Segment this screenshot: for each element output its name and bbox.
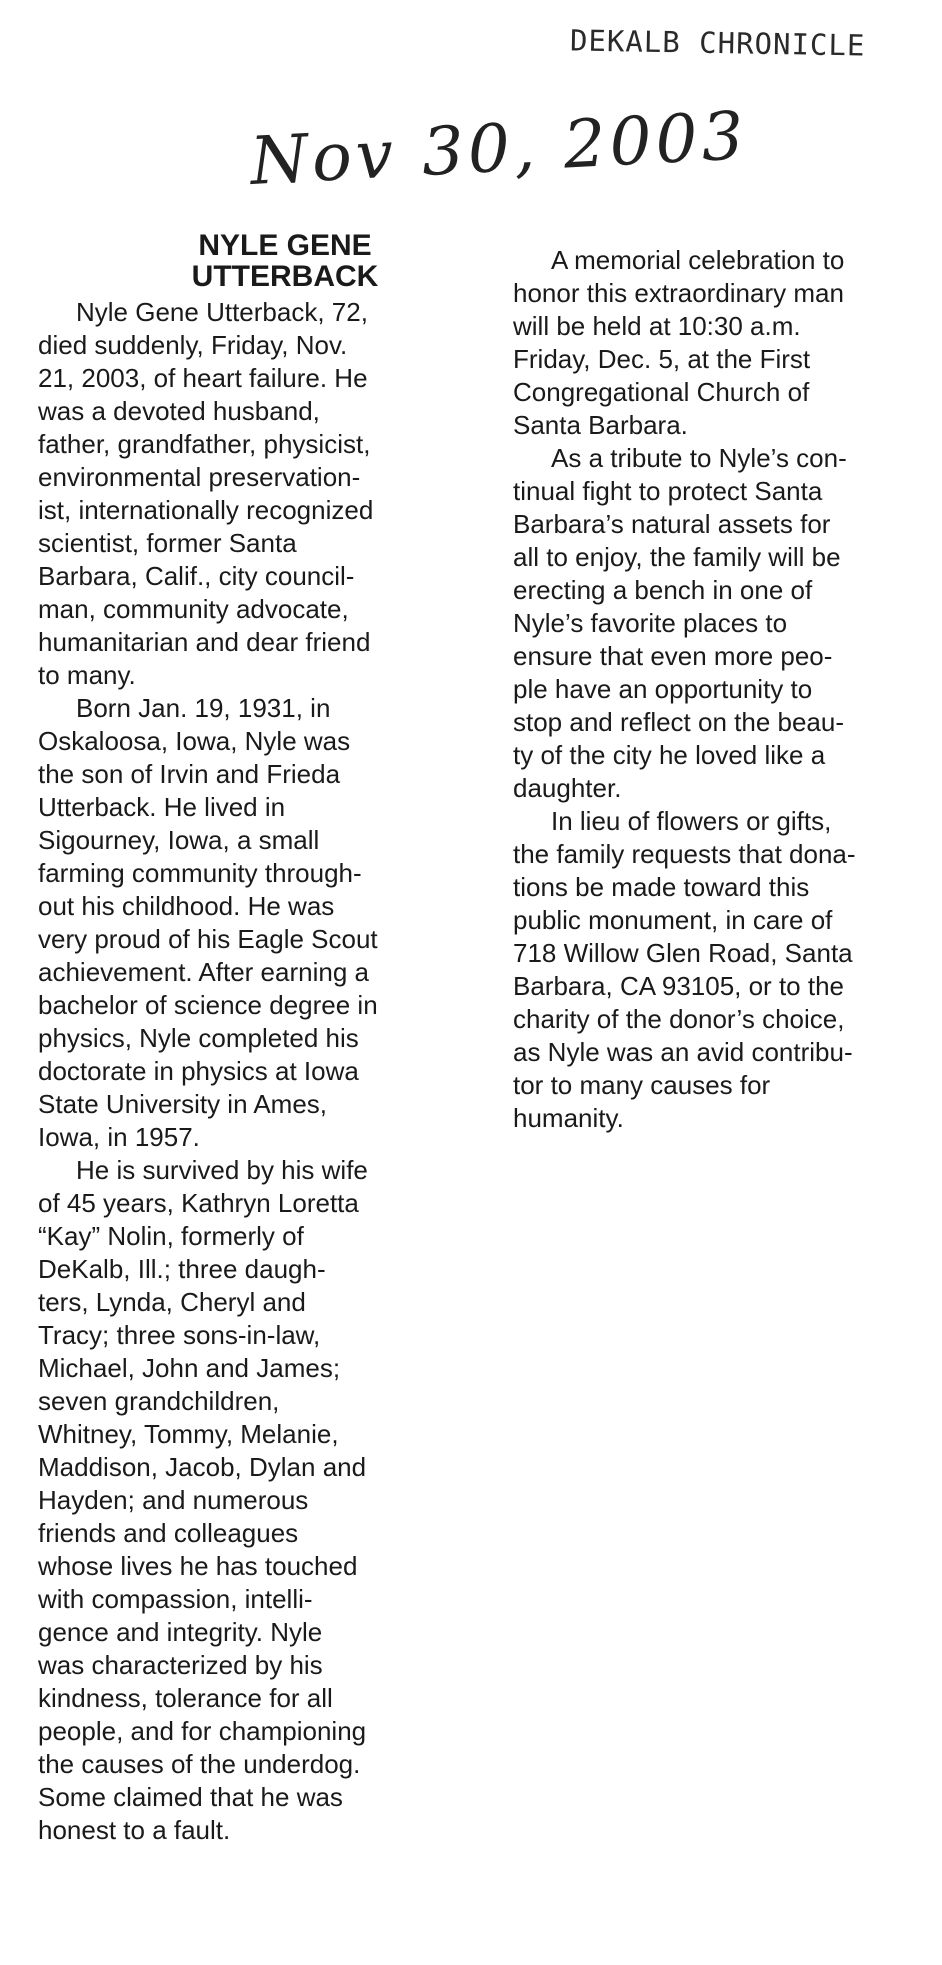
text-line: ple have an opportunity to xyxy=(513,674,813,704)
text-line: kindness, tolerance for all xyxy=(38,1683,333,1713)
text-line: ters, Lynda, Cheryl and xyxy=(38,1287,306,1317)
text-line: was characterized by his xyxy=(38,1650,323,1680)
text-line: bachelor of science degree in xyxy=(38,990,378,1020)
text-line: 718 Willow Glen Road, Santa xyxy=(513,938,853,968)
text-line: 21, 2003, of heart failure. He xyxy=(38,363,368,393)
text-line: “Kay” Nolin, formerly of xyxy=(38,1221,304,1251)
text-line: doctorate in physics at Iowa xyxy=(38,1056,359,1086)
text-line: the causes of the underdog. xyxy=(38,1749,361,1779)
text-line: charity of the donor’s choice, xyxy=(513,1004,845,1034)
text-line: as Nyle was an avid contribu- xyxy=(513,1037,853,1067)
text-line: father, grandfather, physicist, xyxy=(38,429,371,459)
text-line: all to enjoy, the family will be xyxy=(513,542,841,572)
text-line: achievement. After earning a xyxy=(38,957,369,987)
text-line: gence and integrity. Nyle xyxy=(38,1617,323,1647)
source-stamp: DEKALB CHRONICLE xyxy=(569,23,866,63)
text-line: people, and for championing xyxy=(38,1716,367,1746)
text-line: tor to many causes for xyxy=(513,1070,771,1100)
text-line: tinual fight to protect Santa xyxy=(513,476,823,506)
text-line: to many. xyxy=(38,660,136,690)
headline-line: NYLE GENE xyxy=(198,229,372,262)
text-line: ist, internationally recognized xyxy=(38,495,374,525)
text-line: Born Jan. 19, 1931, in xyxy=(76,693,331,723)
text-line: In lieu of flowers or gifts, xyxy=(551,806,832,836)
text-line: Nyle’s favorite places to xyxy=(513,608,788,638)
text-line: Tracy; three sons-in-law, xyxy=(38,1320,321,1350)
text-line: honest to a fault. xyxy=(38,1815,231,1845)
text-line: was a devoted husband, xyxy=(38,396,320,426)
text-line: environmental preservation- xyxy=(38,462,361,492)
text-line: He is survived by his wife xyxy=(76,1155,368,1185)
text-line: of 45 years, Kathryn Loretta xyxy=(38,1188,359,1218)
paragraph xyxy=(513,244,913,442)
text-line: Barbara, Calif., city council- xyxy=(38,561,355,591)
text-line: Some claimed that he was xyxy=(38,1782,343,1812)
paragraph xyxy=(38,1154,458,1847)
text-line: physics, Nyle completed his xyxy=(38,1023,359,1053)
text-line: the family requests that dona- xyxy=(513,839,856,869)
text-line: will be held at 10:30 a.m. xyxy=(513,311,801,341)
text-line: public monument, in care of xyxy=(513,905,833,935)
paragraph xyxy=(513,805,913,1135)
text-line: daughter. xyxy=(513,773,622,803)
text-line: the son of Irvin and Frieda xyxy=(38,759,341,789)
text-line: A memorial celebration to xyxy=(551,245,845,275)
text-line: farming community through- xyxy=(38,858,362,888)
text-line: As a tribute to Nyle’s con- xyxy=(551,443,847,473)
text-line: Utterback. He lived in xyxy=(38,792,286,822)
text-line: died suddenly, Friday, Nov. xyxy=(38,330,348,360)
text-line: man, community advocate, xyxy=(38,594,349,624)
text-line: very proud of his Eagle Scout xyxy=(38,924,378,954)
paragraph xyxy=(38,692,458,1154)
text-line: Sigourney, Iowa, a small xyxy=(38,825,320,855)
text-line: Oskaloosa, Iowa, Nyle was xyxy=(38,726,351,756)
handwritten-date: Nov 30, 2003 xyxy=(248,97,750,200)
text-line: friends and colleagues xyxy=(38,1518,299,1548)
paragraph xyxy=(38,296,458,692)
obituary-headline xyxy=(150,230,420,292)
text-line: Hayden; and numerous xyxy=(38,1485,309,1515)
left-column xyxy=(38,296,458,1847)
text-line: humanitarian and dear friend xyxy=(38,627,371,657)
text-line: out his childhood. He was xyxy=(38,891,335,921)
text-line: ty of the city he loved like a xyxy=(513,740,826,770)
text-line: Whitney, Tommy, Melanie, xyxy=(38,1419,339,1449)
text-line: Barbara, CA 93105, or to the xyxy=(513,971,844,1001)
text-line: humanity. xyxy=(513,1103,624,1133)
text-line: Santa Barbara. xyxy=(513,410,688,440)
text-line: honor this extraordinary man xyxy=(513,278,844,308)
text-line: Nyle Gene Utterback, 72, xyxy=(76,297,368,327)
text-line: State University in Ames, xyxy=(38,1089,327,1119)
text-line: erecting a bench in one of xyxy=(513,575,813,605)
text-line: Barbara’s natural assets for xyxy=(513,509,831,539)
text-line: scientist, former Santa xyxy=(38,528,297,558)
text-line: Maddison, Jacob, Dylan and xyxy=(38,1452,367,1482)
text-line: DeKalb, Ill.; three daugh- xyxy=(38,1254,326,1284)
headline-line: UTTERBACK xyxy=(191,260,379,293)
text-line: ensure that even more peo- xyxy=(513,641,833,671)
text-line: with compassion, intelli- xyxy=(38,1584,313,1614)
text-line: whose lives he has touched xyxy=(38,1551,358,1581)
text-line: Friday, Dec. 5, at the First xyxy=(513,344,811,374)
text-line: seven grandchildren, xyxy=(38,1386,280,1416)
text-line: tions be made toward this xyxy=(513,872,810,902)
text-line: stop and reflect on the beau- xyxy=(513,707,845,737)
text-line: Michael, John and James; xyxy=(38,1353,341,1383)
text-line: Congregational Church of xyxy=(513,377,810,407)
right-column xyxy=(513,244,913,1135)
text-line: Iowa, in 1957. xyxy=(38,1122,200,1152)
paragraph xyxy=(513,442,913,805)
